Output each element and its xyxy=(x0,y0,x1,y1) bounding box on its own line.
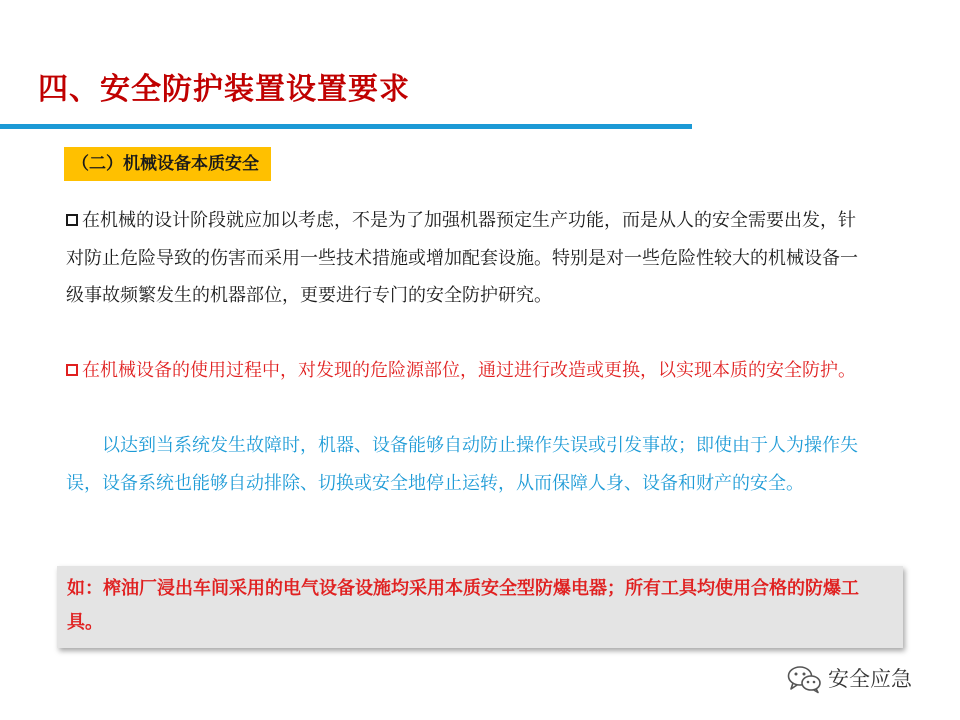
title-underline xyxy=(0,124,692,129)
paragraph-usage-stage-text: 在机械设备的使用过程中，对发现的危险源部位，通过进行改造或更换，以实现本质的安全防护。 xyxy=(82,360,856,381)
slide-title: 四、安全防护装置设置要求 xyxy=(38,72,410,107)
paragraph-usage-stage xyxy=(66,352,862,390)
example-text: 如：榨油厂浸出车间采用的电气设备设施均采用本质安全型防爆电器；所有工具均使用合格的防爆工具。 xyxy=(67,578,859,633)
watermark-text: 安全应急 xyxy=(828,667,912,691)
square-bullet-icon xyxy=(66,214,78,226)
watermark xyxy=(786,662,912,696)
wechat-icon xyxy=(786,664,822,694)
example-callout xyxy=(57,566,903,648)
section-subtitle: （二）机械设备本质安全 xyxy=(64,147,271,181)
square-bullet-icon xyxy=(66,364,78,376)
paragraph-design-stage xyxy=(66,202,862,315)
paragraph-goal: 以达到当系统发生故障时，机器、设备能够自动防止操作失误或引发事故；即使由于人为操作失误，设备系统也能够自动排除、切换或安全地停止运转，从而保障人身、设备和财产的安全。 xyxy=(66,435,858,494)
paragraph-design-stage-text: 在机械的设计阶段就应加以考虑，不是为了加强机器预定生产功能，而是从人的安全需要出发，针对防止危险导致的伤害而采用一些技术措施或增加配套设施。特别是对一些危险性较大的机械设备一级事故频繁发生的机器部位，更要进行专门的安全防护研究。 xyxy=(66,210,858,306)
